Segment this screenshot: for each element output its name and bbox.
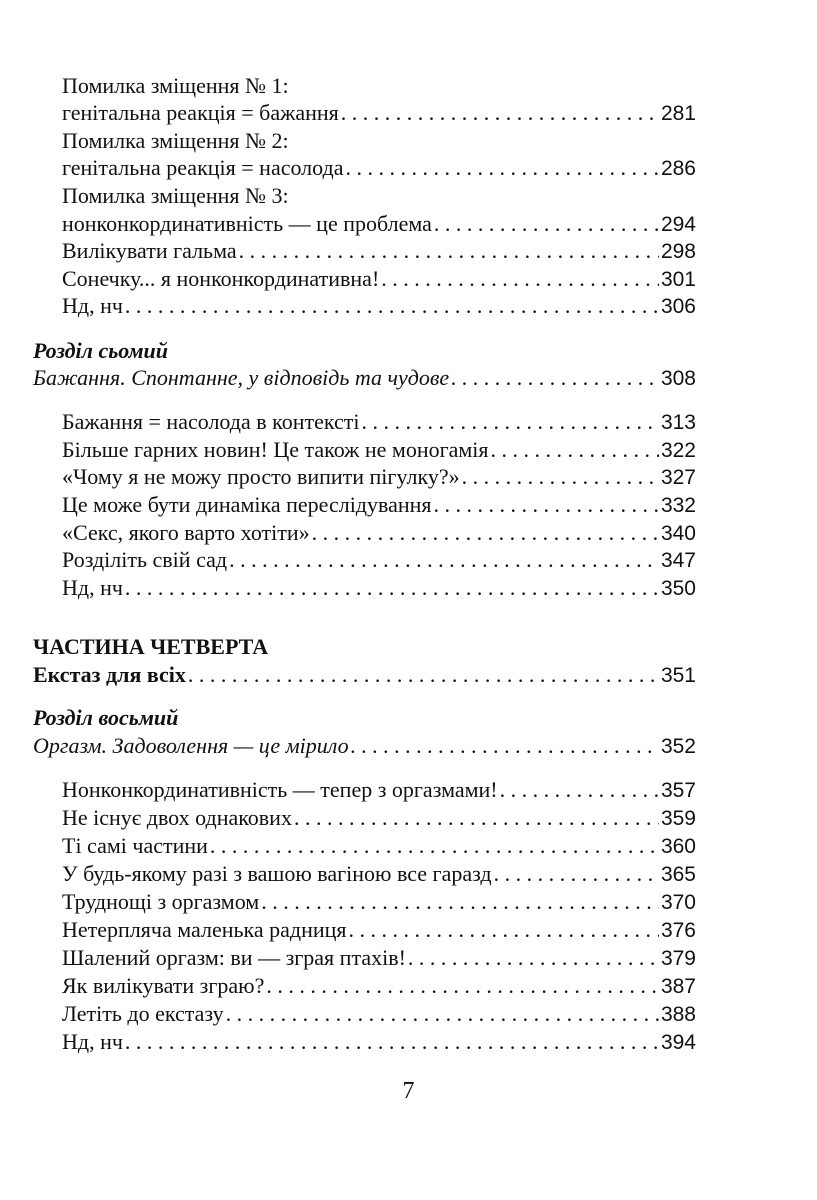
leader-dots [494,859,659,889]
toc-entry [0,153,817,183]
toc-entry-page: 360 [660,835,696,858]
toc-entry-page: 359 [660,807,696,830]
toc-entry [0,490,817,520]
toc-entry [0,407,817,437]
leader-dots [351,731,659,761]
toc-entry-page: 298 [660,240,696,263]
toc-entry-title: Ті самі частини [62,833,208,858]
page-number: 7 [402,1078,415,1104]
toc-entry [0,887,817,917]
leader-dots [491,435,659,465]
leader-dots [294,803,659,833]
toc-entry [0,236,817,266]
toc-entry [0,831,817,861]
leader-dots [408,943,659,973]
leader-dots [266,971,659,1001]
leader-dots [341,98,659,128]
toc-entry-page: 294 [660,213,696,236]
leader-dots [349,915,659,945]
leader-dots [239,236,659,266]
toc-entry [0,98,817,128]
leader-dots [346,153,659,183]
leader-dots [434,209,659,239]
toc-entry [0,775,817,805]
leader-dots [125,1027,659,1057]
toc-entry [0,1027,817,1057]
toc-entry-title: «Чому я не можу просто випити пігулку?» [62,464,460,489]
toc-entry-page: 388 [660,1003,696,1026]
part-page: 351 [660,664,696,687]
leader-dots [362,407,659,437]
toc-entry-title: Нд, нч [62,575,123,600]
toc-entry-page: 394 [660,1031,696,1054]
toc-entry-title: У будь-якому разі з вашою вагіною все гаразд [62,861,492,886]
toc-entry-page: 281 [660,102,696,125]
toc-entry-title: Нетерпляча маленька радниця [62,917,347,942]
toc-entry-page: 313 [660,411,696,434]
part-title-entry [0,660,817,690]
toc-entry [0,462,817,492]
toc-entry-title: генітальна реакція = бажання [62,100,339,125]
part-title: Екстаз для всіх [33,662,186,687]
chapter-title: Оргазм. Задоволення — це мірило [33,733,349,758]
toc-entry-page: 387 [660,975,696,998]
toc-entry-page: 379 [660,947,696,970]
toc-entry-page: 286 [660,157,696,180]
toc-entry-title: генітальна реакція = насолода [62,155,344,180]
toc-entry-title: Розділіть свій сад [62,547,228,572]
toc-entry-title: Нд, нч [62,1029,123,1054]
toc-entry-title: Труднощі з оргазмом [62,889,260,914]
chapter-heading: Розділ сьомий [33,338,168,363]
toc-entry-title: Нд, нч [62,293,123,318]
leader-dots [125,291,659,321]
toc-entry-page: 376 [660,919,696,942]
leader-dots [210,831,659,861]
leader-dots [381,264,659,294]
toc-entry [0,859,817,889]
toc-entry [0,518,817,548]
part-heading: ЧАСТИНА ЧЕТВЕРТА [33,634,269,659]
toc-entry-title: Нонконкординативність — тепер з оргазмами! [62,777,498,802]
toc-entry [0,943,817,973]
toc-entry-line1: Помилка зміщення № 3: [62,183,289,208]
leader-dots [226,999,659,1029]
toc-entry-page: 327 [660,466,696,489]
toc-entry-title: Летіть до екстазу [62,1001,224,1026]
toc-entry [0,209,817,239]
leader-dots [434,490,659,520]
toc-entry [0,971,817,1001]
toc-entry-page: 370 [660,891,696,914]
leader-dots [462,462,659,492]
leader-dots [500,775,659,805]
toc-entry-title: Як вилікувати зграю? [62,973,265,998]
toc-entry-title: «Секс, якого варто хотіти» [62,520,310,545]
toc-entry-title: Більше гарних новин! Це також не моногамія [62,437,489,462]
toc-entry [0,573,817,603]
leader-dots [312,518,659,548]
toc-entry-line1: Помилка зміщення № 2: [62,128,289,153]
toc-entry-page: 306 [660,295,696,318]
toc-entry-title: Шалений оргазм: ви — зграя птахів! [62,945,406,970]
leader-dots [188,660,659,690]
leader-dots [451,363,659,393]
toc-entry-page: 322 [660,439,696,462]
toc-entry [0,915,817,945]
toc-entry-page: 357 [660,779,696,802]
toc-entry-page: 347 [660,549,696,572]
leader-dots [229,545,659,575]
toc-entry-title: Не існує двох однакових [62,805,292,830]
toc-entry [0,435,817,465]
leader-dots [261,887,659,917]
toc-entry [0,999,817,1029]
toc-entry-page: 332 [660,494,696,517]
toc-entry-page: 350 [660,577,696,600]
chapter-page: 308 [660,367,696,390]
chapter-title-entry [0,731,817,761]
toc-entry-title: Вилікувати гальма [62,238,237,263]
toc-entry-line1: Помилка зміщення № 1: [62,73,289,98]
toc-entry-title: Це може бути динаміка переслідування [62,492,432,517]
toc-entry-page: 301 [660,268,696,291]
toc-entry-title: Сонечку... я нонконкординативна! [62,266,380,291]
toc-entry-title: Бажання = насолода в контексті [62,409,360,434]
chapter-title: Бажання. Спонтанне, у відповідь та чудове [33,365,450,390]
chapter-title-entry [0,363,817,393]
toc-entry [0,545,817,575]
leader-dots [125,573,659,603]
chapter-page: 352 [660,735,696,758]
toc-entry-title: нонконкординативність — це проблема [62,211,432,236]
toc-entry-page: 340 [660,522,696,545]
chapter-heading: Розділ восьмий [33,705,179,730]
toc-entry-page: 365 [660,863,696,886]
toc-entry [0,291,817,321]
toc-entry [0,264,817,294]
toc-entry [0,803,817,833]
